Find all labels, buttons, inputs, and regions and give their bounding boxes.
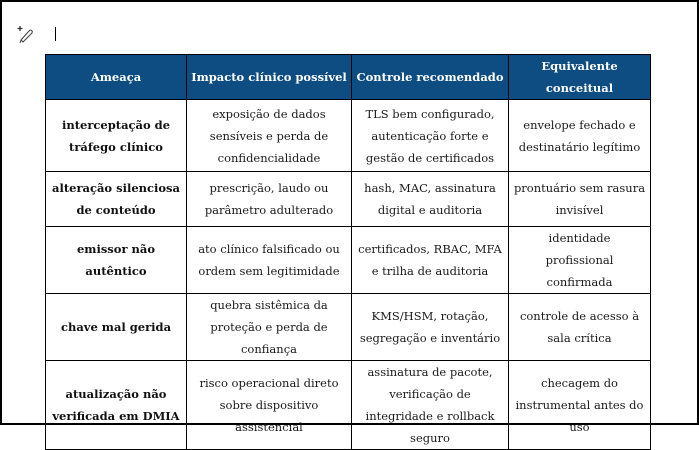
table-row [46,227,651,294]
cell-control: hash, MAC, assinatura digital e auditoria [352,172,509,227]
cell-impact: prescrição, laudo ou parâmetro adulterado [187,172,352,227]
header-impact: Impacto clínico possível [187,55,352,100]
header-control: Controle recomendado [352,55,509,100]
cell-control: TLS bem configurado, autenticação forte e gestão de certificados [352,100,509,172]
cell-equivalent: checagem do instrumental antes do uso [509,361,651,450]
cell-threat: atualização não verificada em DMIA [46,361,187,450]
cell-threat: interceptação de tráfego clínico [46,100,187,172]
cell-control: certificados, RBAC, MFA e trilha de auditoria [352,227,509,294]
cell-impact: ato clínico falsificado ou ordem sem legitimidade [187,227,352,294]
cell-equivalent: controle de acesso à sala crítica [509,294,651,361]
threat-table [45,54,651,450]
cell-impact: quebra sistêmica da proteção e perda de confiança [187,294,352,361]
cell-equivalent: identidade profissional confirmada [509,227,651,294]
magic-pen-icon[interactable] [15,25,35,43]
cell-impact: exposição de dados sensíveis e perda de confidencialidade [187,100,352,172]
cell-control: assinatura de pacote, verificação de integridade e rollback seguro [352,361,509,450]
cell-threat: emissor não autêntico [46,227,187,294]
table-row [46,294,651,361]
table-row [46,361,651,450]
cell-impact: risco operacional direto sobre dispositivo assistencial [187,361,352,450]
cell-threat: alteração silenciosa de conteúdo [46,172,187,227]
table-row [46,100,651,172]
cell-equivalent: prontuário sem rasura invisível [509,172,651,227]
header-threat: Ameaça [46,55,187,100]
cell-control: KMS/HSM, rotação, segregação e inventário [352,294,509,361]
cell-equivalent: envelope fechado e destinatário legítimo [509,100,651,172]
cell-threat: chave mal gerida [46,294,187,361]
text-cursor [55,27,56,41]
table-row [46,172,651,227]
table-header-row [46,55,651,100]
header-equivalent: Equivalente conceitual [509,55,651,100]
